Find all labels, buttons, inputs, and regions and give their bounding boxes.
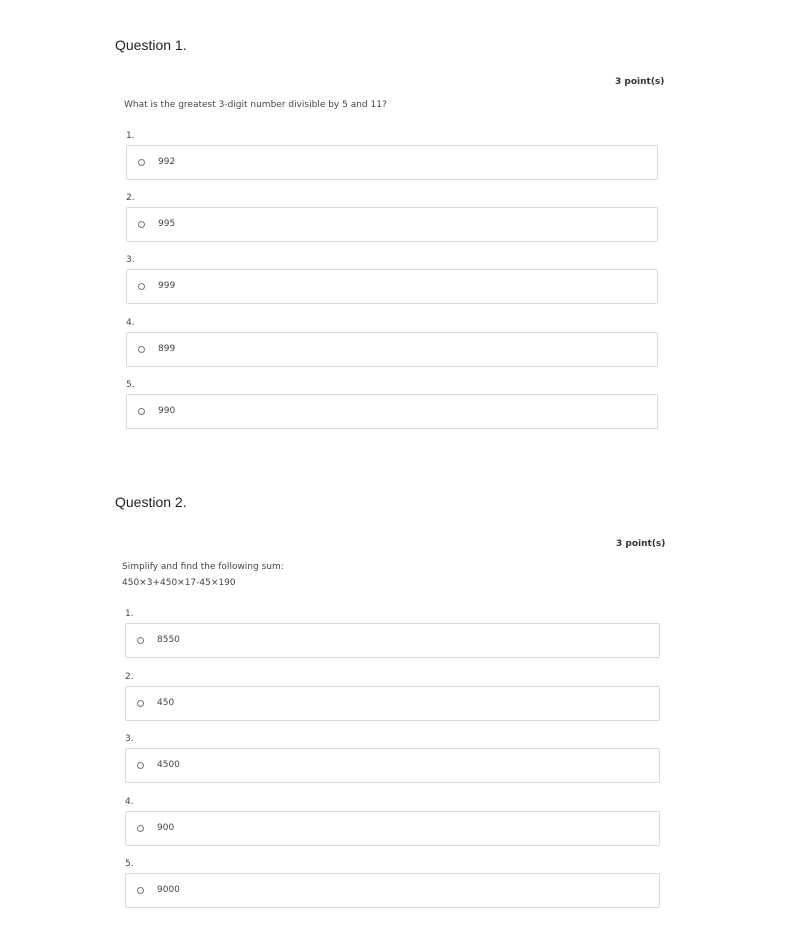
option-label: 4500 [157,760,180,770]
question-prompt: Simplify and find the following sum: [122,562,284,572]
option-number: 4. [126,318,135,328]
option-label: 450 [157,698,175,708]
answer-option-5[interactable] [125,873,660,908]
option-number: 3. [125,734,134,744]
answer-option-3[interactable] [125,748,660,783]
option-label: 9000 [157,885,180,895]
option-label: 990 [158,406,176,416]
radio-button[interactable] [138,283,145,290]
radio-button[interactable] [138,159,145,166]
points-badge: 3 point(s) [616,539,666,549]
option-number: 1. [125,609,134,619]
points-badge: 3 point(s) [615,77,665,87]
answer-option-3[interactable] [126,269,658,304]
option-number: 4. [125,797,134,807]
option-number: 5. [126,380,135,390]
option-number: 3. [126,255,135,265]
radio-button[interactable] [137,700,144,707]
question-title: Question 1. [115,37,187,53]
radio-button[interactable] [137,887,144,894]
radio-button[interactable] [137,762,144,769]
option-number: 5. [125,859,134,869]
radio-button[interactable] [137,637,144,644]
answer-option-1[interactable] [126,145,658,180]
option-label: 8550 [157,635,180,645]
option-number: 2. [126,193,135,203]
answer-option-5[interactable] [126,394,658,429]
answer-option-4[interactable] [125,811,660,846]
question-expression: 450×3+450×17-45×190 [122,578,236,588]
answer-option-1[interactable] [125,623,660,658]
option-label: 899 [158,344,176,354]
option-label: 995 [158,219,176,229]
option-label: 992 [158,157,176,167]
option-number: 2. [125,672,134,682]
radio-button[interactable] [138,346,145,353]
answer-option-4[interactable] [126,332,658,367]
question-title: Question 2. [115,494,187,510]
option-label: 900 [157,823,175,833]
question-prompt: What is the greatest 3-digit number divisible by 5 and 11? [124,100,387,110]
radio-button[interactable] [138,221,145,228]
answer-option-2[interactable] [126,207,658,242]
radio-button[interactable] [137,825,144,832]
option-label: 999 [158,281,176,291]
option-number: 1. [126,131,135,141]
answer-option-2[interactable] [125,686,660,721]
radio-button[interactable] [138,408,145,415]
